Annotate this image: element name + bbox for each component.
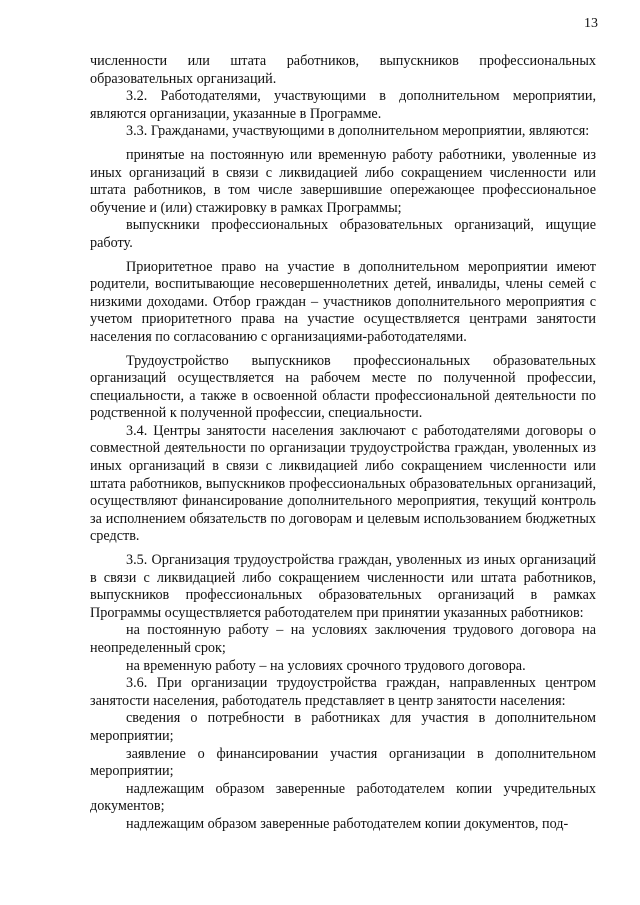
paragraph: численности или штата работников, выпускников профессиональных образовательных организаций. <box>90 53 596 87</box>
paragraph: выпускники профессиональных образовательных организаций, ищущие работу. <box>90 217 596 251</box>
paragraph: 3.5. Организация трудоустройства граждан, уволенных из иных организаций в связи с ликвидацией либо сокращением численности или штата работников, выпускников профессиональных образовательных организаций в рамках Программы осуществляется работодателем при принятии указанных работников: <box>90 552 596 621</box>
paragraph: на постоянную работу – на условиях заключения трудового договора на неопределенный срок; <box>90 622 596 656</box>
paragraph: 3.2. Работодателями, участвующими в дополнительном мероприятии, являются организации, указанные в Программе. <box>90 88 596 122</box>
paragraph: надлежащим образом заверенные работодателем копии учредительных документов; <box>90 780 596 815</box>
paragraph: Приоритетное право на участие в дополнительном мероприятии имеют родители, воспитывающие несовершеннолетних детей, инвалиды, члены семей с низкими доходами. Отбор граждан – участников дополнительного мероприятия с учетом приоритетного права на участие осуществляется центрами занятости населения по согласованию с организациями-работодателями. <box>90 258 596 345</box>
paragraph: Трудоустройство выпускников профессиональных образовательных организаций осуществляется на рабочем месте по полученной профессии, специальности, а также в освоенной области профессиональной деятельности по родственной к полученной профессии, специальности. <box>90 352 596 422</box>
paragraph: надлежащим образом заверенные работодателем копии документов, под- <box>126 815 569 832</box>
paragraph: на временную работу – на условиях срочного трудового договора. <box>126 657 526 674</box>
document-body <box>90 53 596 834</box>
paragraph: заявление о финансировании участия организации в дополнительном мероприятии; <box>90 745 596 780</box>
paragraph: 3.6. При организации трудоустройства граждан, направленных центром занятости населения, работодатель представляет в центр занятости населения: <box>90 675 596 709</box>
paragraph: принятые на постоянную или временную работу работники, уволенные из иных организаций в связи с ликвидацией либо сокращением численности или штата работников, в том числе завершившие опережающее профессиональное обучение и (или) стажировку в рамках Программы; <box>90 146 596 216</box>
paragraph: сведения о потребности в работниках для участия в дополнительном мероприятии; <box>90 710 596 744</box>
paragraph: 3.4. Центры занятости населения заключают с работодателями договоры о совместной деятельности по организации трудоустройства граждан, уволенных из иных организаций в связи с ликвидацией либо сокращением численности или штата работников, выпускников профессиональных образовательных организаций, осуществляют финансирование дополнительного мероприятия, текущий контроль за исполнением обязательств по договорам и целевым использованием бюджетных средств. <box>90 422 596 545</box>
paragraph: 3.3. Гражданами, участвующими в дополнительном мероприятии, являются: <box>126 123 590 140</box>
page-number: 13 <box>584 16 598 31</box>
